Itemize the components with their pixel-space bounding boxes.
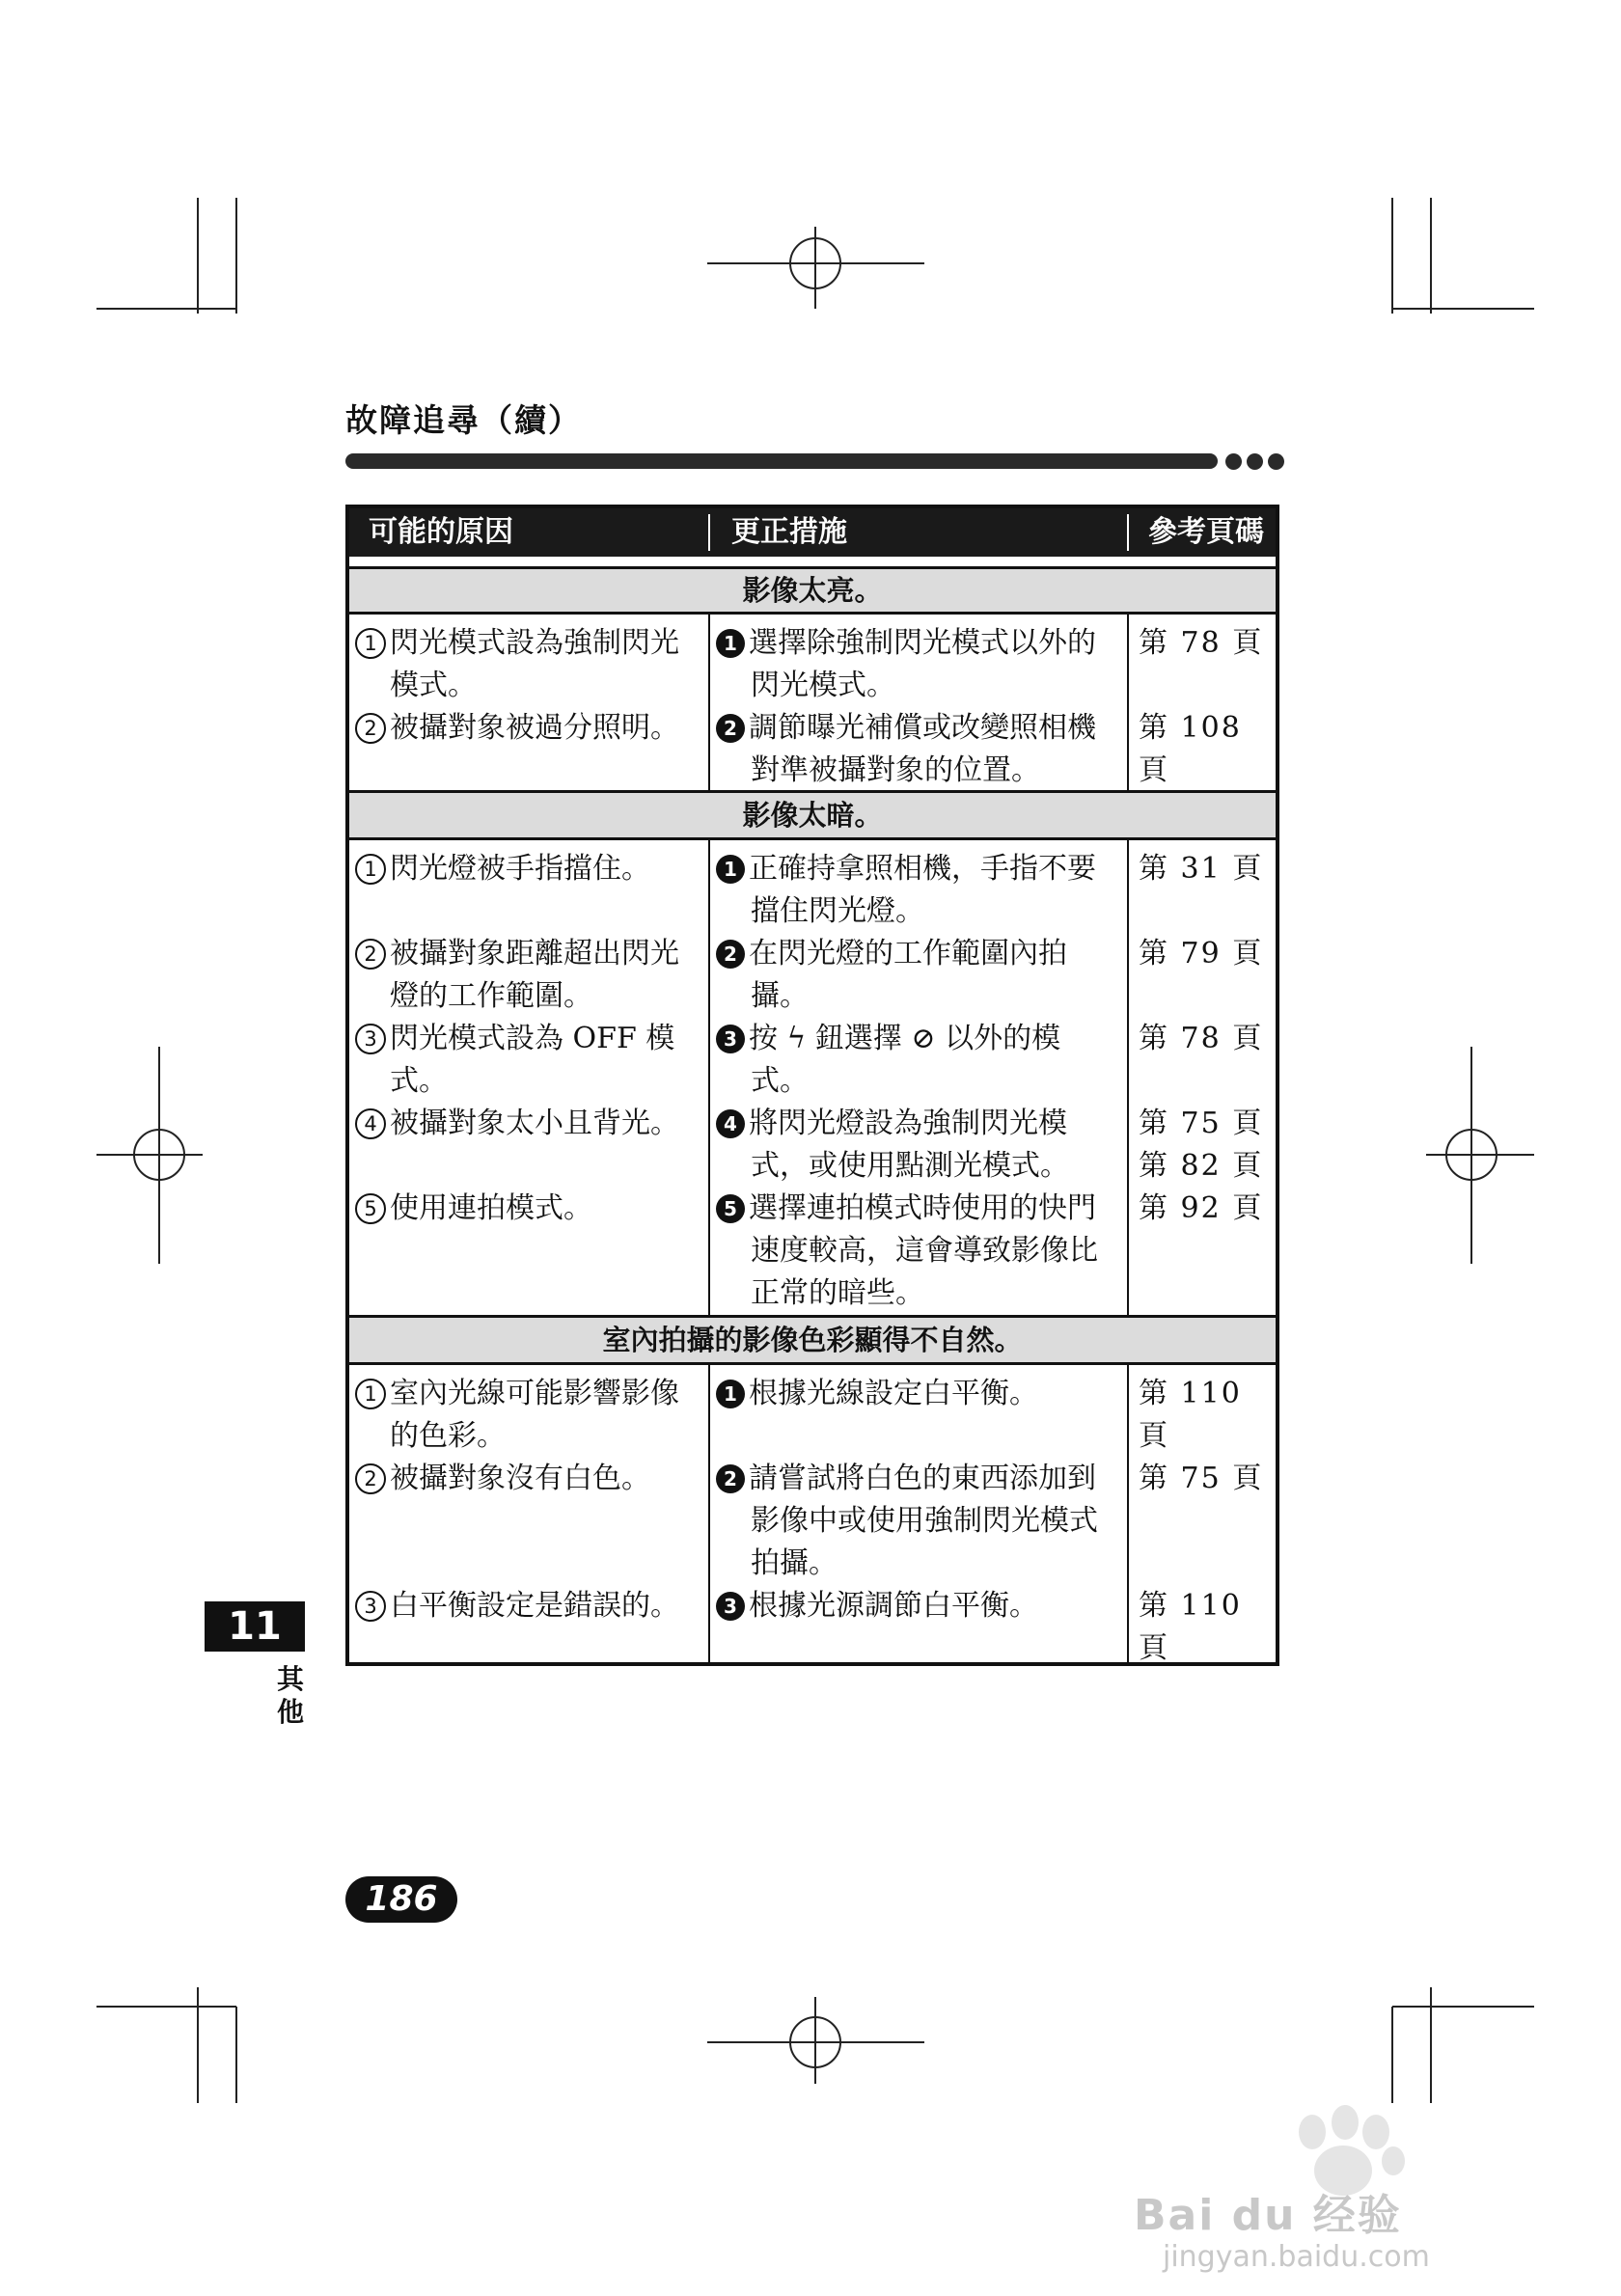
ref-cell: 第 79 頁 [1139,937,1264,970]
column-header-cause: 可能的原因 [369,515,513,549]
column-separator [1127,514,1129,551]
cause-cell: 4 被攝對象太小且背光。 [355,1103,706,1145]
cause-cell: 2 被攝對象距離超出閃光 燈的工作範圍。 [355,933,706,1018]
column-divider [708,615,710,792]
page-number: 186 [345,1876,457,1923]
number-circle-icon: 4 [355,1108,386,1139]
chapter-tab: 11 [205,1601,305,1652]
filled-number-icon: 1 [716,1380,745,1408]
ref-cell: 第 75 頁 [1139,1462,1264,1495]
column-divider [1127,840,1129,1317]
fix-cell: 1 選擇除強制閃光模式以外的 閃光模式。 [716,622,1121,707]
filled-number-icon: 2 [716,1464,745,1493]
ref-cell: 第 108 頁 [1139,711,1242,787]
cause-cell: 3 白平衡設定是錯誤的。 [355,1585,706,1627]
number-circle-icon: 1 [355,628,386,659]
number-circle-icon: 5 [355,1193,386,1224]
cause-cell: 1 室內光線可能影響影像 的色彩。 [355,1373,706,1458]
cause-cell: 3 閃光模式設為 OFF 模 式。 [355,1018,706,1103]
ref-cell: 第 92 頁 [1139,1191,1264,1225]
filled-number-icon: 3 [716,1025,745,1053]
fix-cell: 2 調節曝光補償或改變照相機 對準被攝對象的位置。 [716,707,1121,792]
ref-cell: 第 31 頁 [1139,852,1264,886]
number-circle-icon: 2 [355,713,386,744]
number-circle-icon: 3 [355,1024,386,1054]
number-circle-icon: 2 [355,939,386,970]
header-dot [1247,453,1263,470]
fix-cell: 4 將閃光燈設為強制閃光模 式，或使用點測光模式。 [716,1103,1121,1188]
section-title: 影像太暗。 [349,790,1276,840]
fix-cell: 5 選擇連拍模式時使用的快門 速度較高，這會導致影像比 正常的暗些。 [716,1188,1121,1315]
number-circle-icon: 1 [355,854,386,885]
filled-number-icon: 4 [716,1109,745,1138]
page-title: 故障追尋（續） [345,401,582,439]
header-dot [1225,453,1242,470]
ref-cell: 第 78 頁 [1139,626,1264,660]
filled-number-icon: 3 [716,1592,745,1621]
fix-cell: 3 按 ϟ 鈕選擇 ⊘ 以外的模 式。 [716,1018,1121,1103]
ref-cell: 第 75 頁 第 82 頁 [1139,1107,1264,1183]
watermark-url: jingyan.baidu.com [1163,2240,1430,2274]
fix-cell: 3 根據光源調節白平衡。 [716,1585,1121,1627]
number-circle-icon: 3 [355,1591,386,1622]
fix-cell: 2 在閃光燈的工作範圍內拍 攝。 [716,933,1121,1018]
filled-number-icon: 2 [716,940,745,969]
cause-cell: 5 使用連拍模式。 [355,1188,706,1230]
ref-cell: 第 110 頁 [1139,1377,1242,1453]
filled-number-icon: 5 [716,1194,745,1223]
column-divider [708,1365,710,1664]
section-title: 影像太亮。 [349,566,1276,615]
number-circle-icon: 1 [355,1379,386,1409]
ref-cell: 第 78 頁 [1139,1022,1264,1055]
fix-cell: 2 請嘗試將白色的東西添加到 影像中或使用強制閃光模式 拍攝。 [716,1458,1121,1585]
filled-number-icon: 1 [716,629,745,658]
cause-cell: 1 閃光燈被手指擋住。 [355,848,706,890]
column-divider [708,840,710,1317]
chapter-label: 其 他 [276,1663,304,1728]
troubleshooting-table [345,505,1279,1666]
watermark-brand: Bai du 经验 [1134,2191,1402,2240]
fix-cell: 1 根據光線設定白平衡。 [716,1373,1121,1415]
filled-number-icon: 1 [716,855,745,884]
column-header-fix: 更正措施 [731,515,847,549]
fix-cell: 1 正確持拿照相機，手指不要 擋住閃光燈。 [716,848,1121,933]
cause-cell: 2 被攝對象沒有白色。 [355,1458,706,1500]
section-title: 室內拍攝的影像色彩顯得不自然。 [349,1315,1276,1365]
filled-number-icon: 2 [716,714,745,743]
number-circle-icon: 2 [355,1463,386,1494]
column-divider [1127,1365,1129,1664]
column-header-ref: 參考頁碼 [1148,515,1264,549]
ref-cell: 第 110 頁 [1139,1589,1242,1665]
header-bar [345,453,1218,469]
column-divider [1127,615,1129,792]
header-dot [1268,453,1284,470]
table-header [349,508,1276,557]
column-separator [708,514,710,551]
cause-cell: 2 被攝對象被過分照明。 [355,707,706,750]
cause-cell: 1 閃光模式設為強制閃光 模式。 [355,622,706,707]
